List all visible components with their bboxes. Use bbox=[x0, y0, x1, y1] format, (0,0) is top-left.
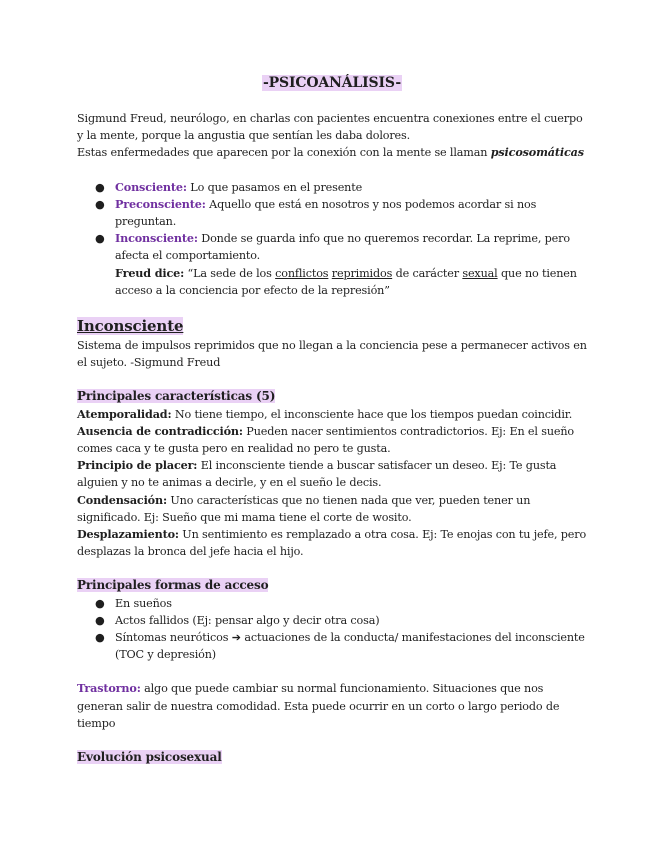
caracteristica-atemporalidad: Atemporalidad: No tiene tiempo, el inconsciente hace que los tiempos puedan coincidir. bbox=[77, 406, 573, 421]
inconsciente-definition: Sistema de impulsos reprimidos que no llegan a la conciencia pese a permanecer activos en el sujeto. -Sigmund Freud bbox=[77, 339, 587, 370]
caracteristica-placer: Principio de placer: El inconsciente tiende a buscar satisfacer un deseo. Ej: Te gusta alguien y no te animas a decirle, y en el sueño le decis. bbox=[77, 458, 557, 490]
trastorno-paragraph: Trastorno: algo que puede cambiar su normal funcionamiento. Situaciones que nos generan salir de nuestra comodidad. Esta puede ocurrir en un corto o largo periodo de tiempo bbox=[77, 681, 560, 730]
page-title: -PSICOANÁLISIS- bbox=[262, 75, 402, 91]
caracteristica-condensacion: Condensación: Uno características que no tienen nada que ver, pueden tener un significado. Ej: Sueño que mi mama tiene el corte de wosito. bbox=[77, 492, 531, 524]
heading-acceso: Principales formas de acceso bbox=[77, 578, 269, 593]
heading-caracteristicas: Principales características (5) bbox=[77, 389, 276, 404]
intro-paragraph: Sigmund Freud, neurólogo, en charlas con pacientes encuentra conexiones entre el cuerpo y la mente, porque la angustia que sentían les daba dolores. bbox=[77, 112, 583, 143]
list-item: ● Síntomas neuróticos ➔ actuaciones de la conducta/ manifestaciones del inconsciente (TOC y depresión) bbox=[95, 631, 585, 662]
list-item-inconsciente: ● Inconsciente: Donde se guarda info que no queremos recordar. La reprime, pero afecta el comportamiento. bbox=[95, 231, 570, 263]
caracteristica-contradiccion: Ausencia de contradicción: Pueden nacer sentimientos contradictorios. Ej: En el sueño comes caca y te gusta pero en realidad no pero te gusta. bbox=[77, 423, 574, 456]
freud-quote: Freud dice: “La sede de los conflictos reprimidos de carácter sexual que no tienen acceso a la conciencia por efecto de la represión” bbox=[115, 265, 577, 297]
document-page bbox=[77, 73, 587, 766]
list-item: ● Actos fallidos (Ej: pensar algo y decir otra cosa) bbox=[95, 613, 380, 627]
list-item-preconsciente: ● Preconsciente: Aquello que está en nosotros y nos podemos acordar si nos preguntan. bbox=[95, 196, 537, 229]
list-item: ● En sueños bbox=[95, 596, 172, 610]
acceso-list bbox=[77, 595, 587, 664]
list-item-consciente: ● Consciente: Lo que pasamos en el presente bbox=[95, 179, 363, 194]
caracteristica-desplazamiento: Desplazamiento: Un sentimiento es remplazado a otra cosa. Ej: Te enojas con tu jefe, pero desplazas la bronca del jefe hacia el hijo. bbox=[77, 527, 587, 559]
term-psicosomaticas: psicosomáticas bbox=[490, 145, 584, 160]
heading-inconsciente: Inconsciente bbox=[77, 317, 184, 336]
levels-list bbox=[77, 179, 587, 265]
intro-psicosomaticas: Estas enfermedades que aparecen por la conexión con la mente se llaman psicosomáticas bbox=[77, 145, 584, 160]
heading-evolucion: Evolución psicosexual bbox=[77, 750, 222, 765]
